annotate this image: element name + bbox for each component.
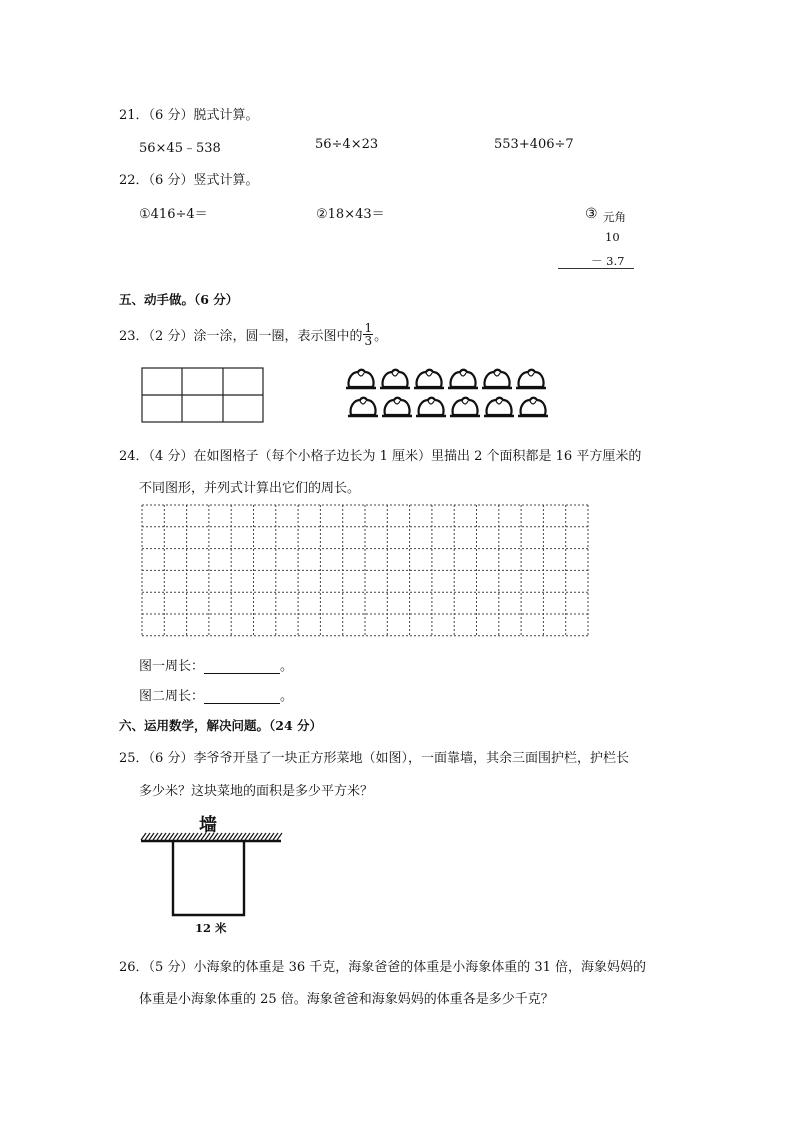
q23-title-prefix: 23．（2 分）涂一涂，圆一圈，表示图中的 xyxy=(119,329,363,344)
money-subtrahend: － 3.7 xyxy=(591,254,625,268)
q24-line-1: 24．（4 分）在如图格子（每个小格子边长为 1 厘米）里描出 2 个面积都是 16 平方厘米的 xyxy=(119,449,642,464)
peach-shape xyxy=(380,370,410,388)
q24-answer-1 xyxy=(139,655,293,674)
answer-1-label: 图一周长： xyxy=(139,659,205,674)
peach-shape xyxy=(348,398,378,416)
q21-item-3: 553+406÷7 xyxy=(494,137,574,152)
six-cell-rectangle xyxy=(141,367,265,425)
section-5-title: 五、动手做。（6 分） xyxy=(119,292,239,307)
money-circled-label: ③ xyxy=(585,206,598,222)
answer-1-end: 。 xyxy=(280,659,294,674)
peach-shape xyxy=(484,398,514,416)
peach-shape xyxy=(414,370,444,388)
q24-line-2: 不同图形，并列式计算出它们的周长。 xyxy=(139,481,361,496)
one-third-fraction xyxy=(363,322,373,347)
q23-title-suffix: 。 xyxy=(374,329,388,344)
q21-item-2: 56÷4×23 xyxy=(315,137,379,152)
peach-shape xyxy=(382,398,412,416)
dotted-square-grid xyxy=(142,505,592,639)
answer-2-label: 图二周长： xyxy=(139,689,205,704)
q25-line-1: 25．（6 分）李爷爷开垦了一块正方形菜地（如图），一面靠墙，其余三面围护栏，护栏长 xyxy=(119,751,629,766)
peach-shape xyxy=(346,370,376,388)
peach-shape xyxy=(518,398,548,416)
answer-2-end: 。 xyxy=(280,689,294,704)
answer-1-blank[interactable] xyxy=(204,660,280,674)
section-6-title: 六、运用数学，解决问题。（24 分） xyxy=(119,718,322,733)
q25-line-2: 多少米？这块菜地的面积是多少平方米？ xyxy=(139,784,374,799)
wall-label: 墙 xyxy=(199,815,217,836)
money-units-header: 元角 xyxy=(603,210,626,224)
peach-shape xyxy=(450,398,480,416)
q21-item-1: 56×45﹣538 xyxy=(139,141,221,156)
answer-2-blank[interactable] xyxy=(204,690,280,704)
money-result-line xyxy=(558,268,634,269)
peach-shape xyxy=(416,398,446,416)
peach-shape xyxy=(516,370,546,388)
twelve-peach-shapes xyxy=(342,366,554,424)
q21-title: 21．（6 分）脱式计算。 xyxy=(119,108,259,123)
peach-shape xyxy=(482,370,512,388)
square-plot-outline xyxy=(171,840,247,918)
q26-line-1: 26．（5 分）小海象的体重是 36 千克，海象爸爸的体重是小海象体重的 31 倍，海象妈妈的 xyxy=(119,960,647,975)
plot-side-label: 12 米 xyxy=(195,921,227,935)
q22-item-1: ①416÷4＝ xyxy=(139,207,208,222)
q23-title xyxy=(119,322,387,347)
q26-line-2: 体重是小海象体重的 25 倍。海象爸爸和海象妈妈的体重各是多少千克？ xyxy=(139,992,554,1007)
q24-answer-2 xyxy=(139,685,293,704)
peach-shape xyxy=(448,370,478,388)
q22-item-2: ②18×43＝ xyxy=(316,207,385,222)
fraction-denominator: 3 xyxy=(364,334,373,348)
q22-title: 22．（6 分）竖式计算。 xyxy=(119,173,259,188)
fraction-numerator: 1 xyxy=(364,321,373,335)
money-minuend: 10 xyxy=(605,230,620,244)
